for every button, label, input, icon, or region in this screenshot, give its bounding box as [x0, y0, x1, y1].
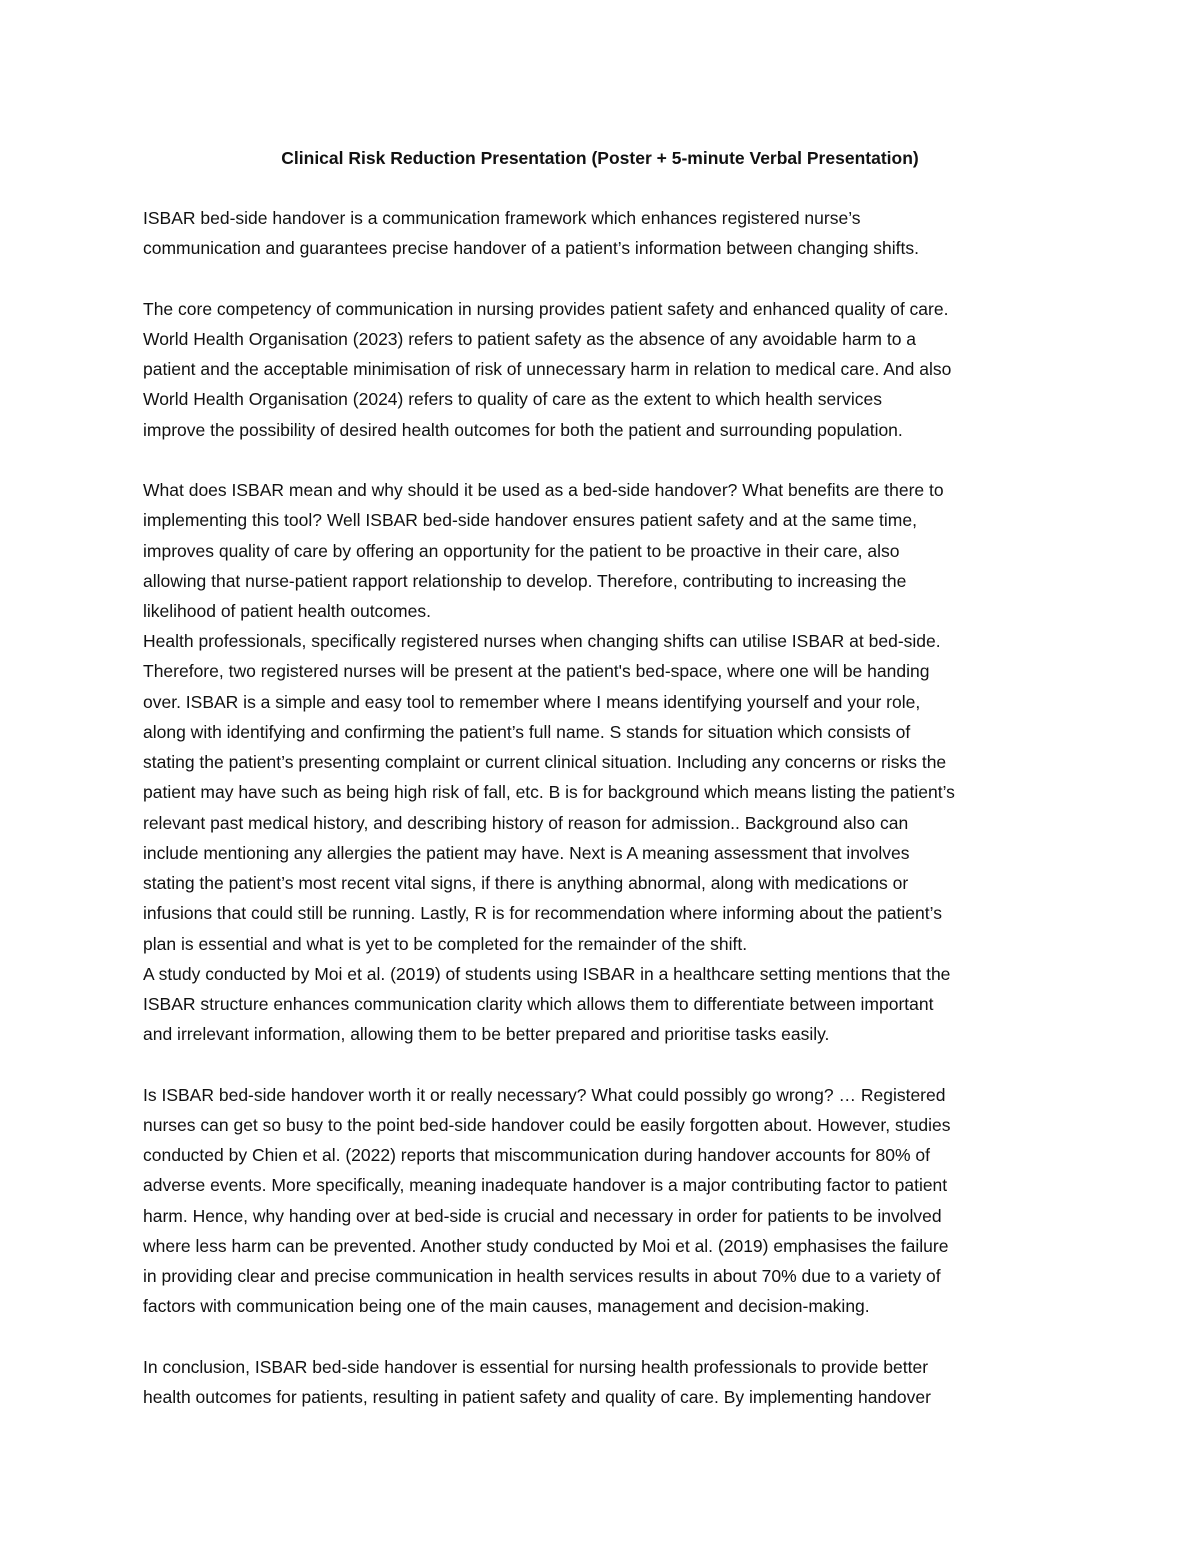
body-line: improves quality of care by offering an opportunity for the patient to be proactive in their care, also	[143, 541, 900, 561]
body-line: World Health Organisation (2024) refers to quality of care as the extent to which health services	[143, 389, 882, 409]
body-line: likelihood of patient health outcomes.	[143, 601, 431, 621]
body-line: conducted by Chien et al. (2022) reports that miscommunication during handover accounts for 80% of	[143, 1145, 930, 1165]
body-line: ISBAR structure enhances communication clarity which allows them to differentiate between important	[143, 994, 934, 1014]
body-line: stating the patient’s presenting complaint or current clinical situation. Including any concerns or risks the	[143, 752, 947, 772]
body-line: adverse events. More specifically, meaning inadequate handover is a major contributing factor to patient	[143, 1175, 948, 1195]
body-line: in providing clear and precise communication in health services results in about 70% due to a variety of	[143, 1266, 941, 1286]
body-line: relevant past medical history, and describing history of reason for admission.. Background also can	[143, 813, 909, 833]
body-line: implementing this tool? Well ISBAR bed-side handover ensures patient safety and at the same time,	[143, 510, 917, 530]
body-line: Health professionals, specifically registered nurses when changing shifts can utilise ISBAR at bed-side.	[143, 631, 941, 651]
body-line: patient and the acceptable minimisation of risk of unnecessary harm in relation to medical care. And also	[143, 359, 952, 379]
body-line: In conclusion, ISBAR bed-side handover is essential for nursing health professionals to provide better	[143, 1357, 929, 1377]
body-line: Therefore, two registered nurses will be present at the patient's bed-space, where one will be handing	[143, 661, 930, 681]
body-line: nurses can get so busy to the point bed-side handover could be easily forgotten about. However, studies	[143, 1115, 951, 1135]
body-line: A study conducted by Moi et al. (2019) of students using ISBAR in a healthcare setting mentions that the	[143, 964, 951, 984]
body-line: along with identifying and confirming the patient’s full name. S stands for situation which consists of	[143, 722, 911, 742]
body-line: Is ISBAR bed-side handover worth it or really necessary? What could possibly go wrong? … Registered	[143, 1085, 946, 1105]
body-line: allowing that nurse-patient rapport relationship to develop. Therefore, contributing to increasing the	[143, 571, 907, 591]
body-line: where less harm can be prevented. Another study conducted by Moi et al. (2019) emphasises the failure	[143, 1236, 949, 1256]
body-line: stating the patient’s most recent vital signs, if there is anything abnormal, along with medications or	[143, 873, 909, 893]
body-line: improve the possibility of desired health outcomes for both the patient and surrounding population.	[143, 420, 903, 440]
body-line: and irrelevant information, allowing them to be better prepared and prioritise tasks easily.	[143, 1024, 830, 1044]
body-line: communication and guarantees precise handover of a patient’s information between changing shifts.	[143, 238, 919, 258]
body-line: ISBAR bed-side handover is a communication framework which enhances registered nurse’s	[143, 208, 861, 228]
body-line: factors with communication being one of the main causes, management and decision-making.	[143, 1296, 870, 1316]
body-line: infusions that could still be running. Lastly, R is for recommendation where informing about the patient’s	[143, 903, 942, 923]
document-title: Clinical Risk Reduction Presentation (Poster + 5-minute Verbal Presentation)	[281, 148, 919, 168]
body-line: health outcomes for patients, resulting in patient safety and quality of care. By implementing handover	[143, 1387, 931, 1407]
body-line: over. ISBAR is a simple and easy tool to remember where I means identifying yourself and your role,	[143, 692, 921, 712]
body-line: plan is essential and what is yet to be completed for the remainder of the shift.	[143, 934, 748, 954]
body-line: patient may have such as being high risk of fall, etc. B is for background which means listing the patient’s	[143, 782, 955, 802]
body-line: include mentioning any allergies the patient may have. Next is A meaning assessment that involves	[143, 843, 910, 863]
body-line: World Health Organisation (2023) refers to patient safety as the absence of any avoidable harm to a	[143, 329, 917, 349]
body-line: The core competency of communication in nursing provides patient safety and enhanced quality of care.	[143, 299, 949, 319]
body-line: harm. Hence, why handing over at bed-side is crucial and necessary in order for patients to be involved	[143, 1206, 942, 1226]
body-line: What does ISBAR mean and why should it be used as a bed-side handover? What benefits are there to	[143, 480, 944, 500]
